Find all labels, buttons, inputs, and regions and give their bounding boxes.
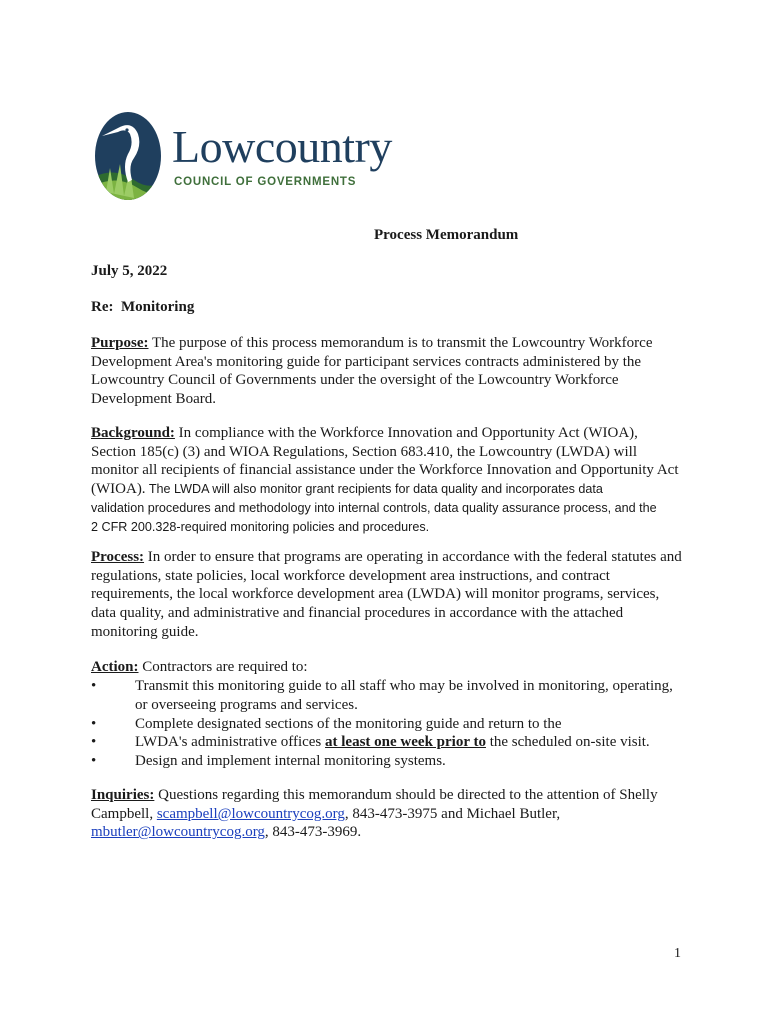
logo-subtitle: COUNCIL OF GOVERNMENTS [174,176,357,188]
bullet-icon: • [91,678,97,694]
background-line: (WIOA). [91,481,146,498]
bullet-text: the scheduled on-site visit. [485,734,650,751]
bullet-icon: • [91,734,97,751]
memo-date: July 5, 2022 [91,263,168,279]
email-link-campbell[interactable]: scampbell@lowcountrycog.org [156,805,345,822]
inquiries-text: , 843-473-3969. [264,824,362,841]
inquiries-heading: Inquiries: [91,787,155,803]
deadline-emphasis: at least one week prior to [325,734,486,751]
background-section [91,424,691,536]
purpose-section [91,334,691,409]
email-link-butler[interactable]: mbutler@lowcountrycog.org [91,824,265,841]
background-heading: Background: [91,425,175,441]
background-sans-line: The LWDA will also monitor grant recipients for data quality and incorporates data [145,482,603,497]
background-line: In compliance with the Workforce Innovation and Opportunity Act (WIOA), [178,425,638,441]
purpose-line: Lowcountry Council of Governments under the oversight of the Lowcountry Workforce [91,372,619,389]
list-item [91,715,691,734]
process-line: monitoring guide. [91,623,199,640]
bullet-text: or overseeing programs and services. [135,696,358,713]
background-line: Section 185(c) (3) and WIOA Regulations, Section 683.410, the Lowcountry (LWDA) will [91,443,637,460]
memo-subject: Re: Monitoring [91,299,195,315]
background-sans-line: validation procedures and methodology into internal controls, data quality assurance process, and the [91,500,657,515]
action-intro: Contractors are required to: [142,659,308,675]
process-line: data quality, and administrative and financial procedures in accordance with the attached [91,605,624,622]
purpose-line: The purpose of this process memorandum is to transmit the Lowcountry Workforce [151,335,653,351]
logo-wordmark: Lowcountry [172,121,392,172]
bullet-text: Design and implement internal monitoring systems. [135,753,446,770]
process-heading: Process: [91,549,145,565]
action-section [91,658,691,677]
bullet-text: LWDA's administrative offices [135,734,326,751]
process-section [91,548,691,642]
bullet-text: Complete designated sections of the monitoring guide and return to the [135,715,562,732]
organization-logo [94,108,392,204]
purpose-line: Development Area's monitoring guide for participant services contracts administered by the [91,353,642,370]
bullet-icon: • [91,753,97,770]
memo-title: Process Memorandum [374,227,519,243]
page-number: 1 [674,946,681,961]
inquiries-text: Campbell, [91,805,157,822]
process-line: requirements, the local workforce development area (LWDA) will monitor programs, services, [91,586,660,603]
inquiries-text: , 843-473-3975 and Michael Butler, [344,805,561,822]
list-item [91,733,691,752]
list-item [91,752,691,771]
purpose-heading: Purpose: [91,335,149,351]
inquiries-section [91,786,691,842]
background-line: monitor all recipients of financial assistance under the Workforce Innovation and Opportunity Act [91,462,679,479]
inquiries-text: Questions regarding this memorandum should be directed to the attention of Shelly [158,787,658,803]
heron-emblem-icon [94,108,166,204]
bullet-text: Transmit this monitoring guide to all staff who may be involved in monitoring, operating, [135,678,673,694]
action-heading: Action: [91,659,139,675]
background-sans-line: 2 CFR 200.328-required monitoring policies and procedures. [91,519,430,534]
process-line: In order to ensure that programs are operating in accordance with the federal statutes and [147,549,682,565]
list-item [91,677,691,715]
action-bullet-list [91,677,691,771]
purpose-line: Development Board. [91,391,216,408]
bullet-icon: • [91,715,97,732]
process-line: regulations, state policies, local workforce development area instructions, and contract [91,567,610,584]
